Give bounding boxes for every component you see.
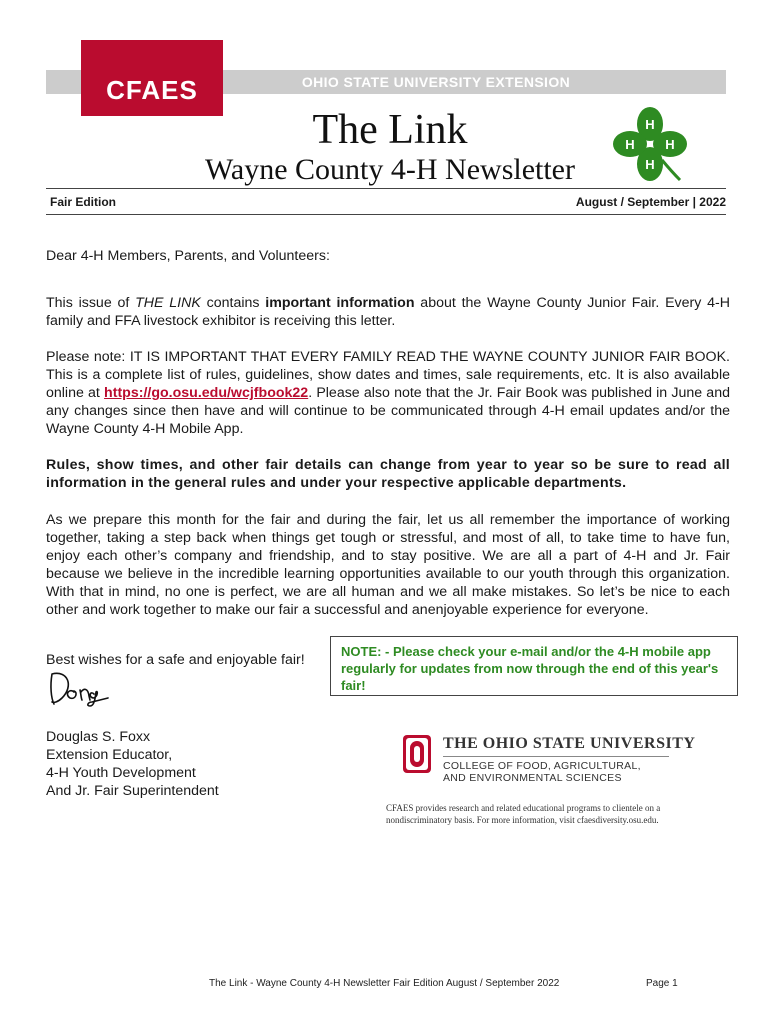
fair-book-paragraph [46, 348, 730, 438]
cfaes-logo [81, 40, 223, 116]
intro-paragraph [46, 294, 730, 330]
note-text: NOTE: - Please check your e-mail and/or the 4-H mobile app regularly for updates from now through the end of this year's fair! [341, 644, 719, 693]
signer-title-1: Extension Educator, [46, 747, 173, 763]
nondiscrimination-statement: CFAES provides research and related educational programs to clientele on a nondiscriminatory basis. For more information, visit cfaesdiversity.osu.edu. [386, 803, 661, 825]
signer-title-3: And Jr. Fair Superintendent [46, 783, 219, 799]
intro-text-a: This issue of [46, 295, 136, 311]
note-box [330, 636, 738, 696]
block-o-icon [402, 734, 432, 774]
svg-text:H: H [665, 137, 675, 152]
osu-college [443, 760, 641, 784]
closing-wishes: Best wishes for a safe and enjoyable fair! [46, 652, 305, 668]
svg-text:H: H [645, 157, 655, 172]
fair-book-text-a: Please note: IT IS IMPORTANT THAT EVERY FAMILY READ THE WAYNE COUNTY JUNIOR FAIR BOOK. This is a complete list of rules, guidelines, show dates and times, sale requirements, etc. It is also available online at [46, 349, 730, 401]
intro-text-b: contains [200, 295, 266, 311]
extension-text: OHIO STATE UNIVERSITY EXTENSION [301, 74, 571, 90]
signer-name: Douglas S. Foxx [46, 729, 151, 745]
newsletter-subtitle: Wayne County 4-H Newsletter [205, 153, 575, 186]
fair-message-paragraph: As we prepare this month for the fair and during the fair, let us all remember the importance of working together, taking a step back when things get tough or stressful, and most of all, to take time to have fun, enjoy each other’s company and friendship, and to stay positive. We are all a part of 4-H and Jr. Fair because we believe in the incredible learning opportunities available to our youth through this organization. With that in mind, no one is perfect, we are all human and we all make mistakes. So let’s be nice to each other and work together to make our fair a successful and anenjoyable experience for everyone. [46, 512, 730, 618]
fair-book-text-b: . Please also note that the Jr. Fair Book was published in June and any changes since then have and will continue to be communicated through 4-H email updates and/or the Wayne County 4-H Mobile App. [46, 385, 730, 437]
issue-date: August / September | 2022 [575, 195, 726, 209]
signer-title-2: 4-H Youth Development [46, 765, 196, 781]
svg-text:H: H [625, 137, 635, 152]
4h-clover-icon [610, 104, 690, 184]
signature-block [46, 728, 219, 800]
page-footer: The Link - Wayne County 4-H Newsletter Fair Edition August / September 2022 [209, 978, 560, 989]
osu-name: THE OHIO STATE UNIVERSITY [443, 735, 696, 752]
college-line-1: COLLEGE OF FOOD, AGRICULTURAL, [443, 760, 641, 772]
svg-text:H: H [645, 117, 655, 132]
osu-divider [443, 756, 669, 757]
college-line-2: AND ENVIRONMENTAL SCIENCES [443, 772, 622, 784]
signature-image [46, 666, 116, 708]
publication-name: THE LINK [135, 295, 201, 311]
header-divider-bottom [46, 214, 726, 215]
logo-text: CFAES [106, 75, 198, 105]
important-info-text: important information [265, 295, 415, 311]
intro-text-c: about the Wayne County Junior Fair. Every 4-H family and FFA livestock exhibitor is receiving this letter. [46, 295, 730, 329]
fair-book-link[interactable]: https://go.osu.edu/wcjfbook22 [104, 385, 309, 401]
edition-label: Fair Edition [50, 195, 116, 209]
greeting: Dear 4-H Members, Parents, and Volunteers: [46, 248, 330, 264]
header-divider-top [46, 188, 726, 189]
newsletter-title: The Link [312, 107, 468, 153]
rules-notice: Rules, show times, and other fair details can change from year to year so be sure to read all information in the general rules and under your respective applicable departments. [46, 457, 730, 491]
page-number: Page 1 [646, 978, 678, 989]
